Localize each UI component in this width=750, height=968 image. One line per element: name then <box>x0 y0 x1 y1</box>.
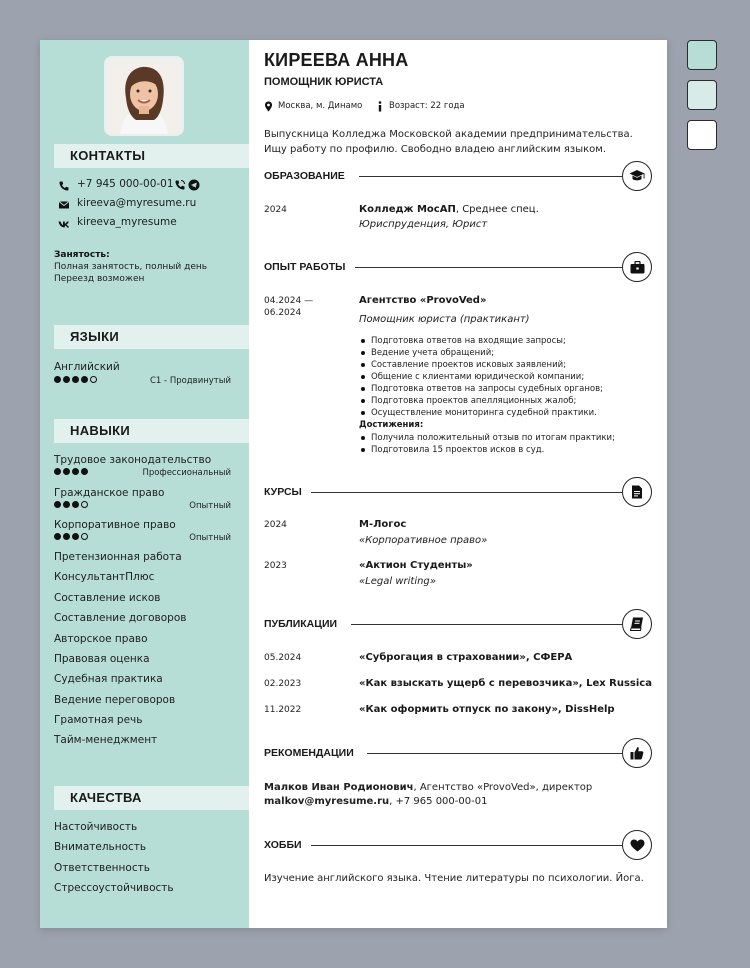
achievement-item: Подготовила 15 проектов исков в суд. <box>359 444 615 456</box>
skill-item: Тайм-менеджмент <box>54 734 158 746</box>
rating-dot-empty <box>90 376 97 383</box>
recommendation-contacts <box>264 796 487 807</box>
skill-item: Ведение переговоров <box>54 694 176 706</box>
experience-date <box>264 295 313 319</box>
course-date: 2024 <box>264 520 287 530</box>
color-swatch-2[interactable] <box>687 80 717 110</box>
rating-dot-filled <box>54 533 61 540</box>
recommendations-header: РЕКОМЕНДАЦИИ <box>264 747 354 759</box>
skill-level: Профессиональный <box>142 468 231 478</box>
language-level-dots <box>54 376 97 383</box>
skill-name: Трудовое законодательство <box>54 454 212 466</box>
divider <box>367 753 622 754</box>
thumbs-up-icon <box>622 738 652 768</box>
skill-item: Грамотная речь <box>54 714 143 726</box>
rating-dot-filled <box>54 468 61 475</box>
education-level: , Среднее спец. <box>455 204 539 215</box>
publications-header: ПУБЛИКАЦИИ <box>264 618 338 630</box>
hobby-text: Изучение английского языка. Чтение литературы по психологии. Йога. <box>264 873 644 884</box>
main-content <box>249 40 667 928</box>
divider <box>311 845 622 846</box>
course-description: «Legal writing» <box>359 576 436 587</box>
skill-name: Корпоративное право <box>54 519 176 531</box>
achievements-list <box>359 432 615 456</box>
rating-dot-filled <box>81 376 88 383</box>
course-description: «Корпоративное право» <box>359 535 488 546</box>
courses-header: КУРСЫ <box>264 486 302 498</box>
rating-dot-filled <box>72 533 79 540</box>
divider <box>359 176 622 177</box>
duty-item: Составление проектов исковых заявлений; <box>359 359 603 371</box>
contact-email[interactable]: kireeva@myresume.ru <box>77 197 197 209</box>
duty-item: Ведение учета обращений; <box>359 347 603 359</box>
experience-header: ОПЫТ РАБОТЫ <box>264 261 346 273</box>
experience-date-to: 06.2024 <box>264 308 302 318</box>
recommender-phone[interactable]: , +7 965 000-00-01 <box>389 796 488 807</box>
experience-date-from: 04.2024 — <box>264 296 314 306</box>
experience-role: Помощник юриста (практикант) <box>359 314 530 325</box>
rating-dot-filled <box>63 533 70 540</box>
quality-item: Настойчивость <box>54 821 138 833</box>
duty-item: Подготовка проектов апелляционных жалоб; <box>359 395 603 407</box>
rating-dot-filled <box>54 376 61 383</box>
qualities-header: КАЧЕСТВА <box>54 786 249 810</box>
duty-item: Общение с клиентами юридической компании; <box>359 371 603 383</box>
heart-icon <box>622 830 652 860</box>
recommender-details: , Агентство «ProvoVed», директор <box>413 782 593 793</box>
briefcase-icon <box>622 252 652 282</box>
skill-level-dots <box>54 501 88 508</box>
skill-item: КонсультантПлюс <box>54 571 155 583</box>
languages-header: ЯЗЫКИ <box>54 325 249 349</box>
skill-item: Составление договоров <box>54 612 187 624</box>
publication-date: 02.2023 <box>264 679 302 689</box>
phone-icon <box>58 180 70 192</box>
quality-item: Ответственность <box>54 862 150 874</box>
viber-icon[interactable] <box>174 179 186 191</box>
education-org <box>359 204 539 215</box>
employment-line-1: Полная занятость, полный день <box>54 262 208 272</box>
recommendation-person <box>264 782 592 793</box>
skill-item: Судебная практика <box>54 673 163 685</box>
skill-level-dots <box>54 533 88 540</box>
publication-title: «Как взыскать ущерб с перевозчика», Lex Russica <box>359 678 652 689</box>
education-header: ОБРАЗОВАНИЕ <box>264 170 345 182</box>
contacts-header: КОНТАКТЫ <box>54 144 249 168</box>
duty-item: Подготовка ответов на входящие запросы; <box>359 335 603 347</box>
intro-line-1: Выпускница Колледжа Московской академии предпринимательства. <box>264 129 633 140</box>
education-date: 2024 <box>264 205 287 215</box>
skill-level: Опытный <box>189 501 231 511</box>
employment-label: Занятость: <box>54 250 110 260</box>
skill-item: Правовая оценка <box>54 653 150 665</box>
candidate-name: КИРЕЕВА АННА <box>264 50 409 70</box>
course-name: «Актион Студенты» <box>359 560 473 571</box>
rating-dot-empty <box>81 501 88 508</box>
language-name: Английский <box>54 361 120 373</box>
document-icon <box>622 477 652 507</box>
course-name: М-Логос <box>359 519 407 530</box>
publication-date: 11.2022 <box>264 705 302 715</box>
publication-title: «Суброгация в страховании», СФЕРА <box>359 652 573 663</box>
intro-line-2: Ищу работу по профилю. Свободно владею английским языком. <box>264 144 607 155</box>
telegram-icon[interactable] <box>188 179 200 191</box>
skill-level-dots <box>54 468 88 475</box>
book-icon <box>622 609 652 639</box>
rating-dot-empty <box>81 533 88 540</box>
rating-dot-filled <box>63 468 70 475</box>
hobby-header: ХОББИ <box>264 839 302 851</box>
recommender-name: Малков Иван Родионович <box>264 782 414 793</box>
rating-dot-filled <box>72 501 79 508</box>
skills-header: НАВЫКИ <box>54 419 249 443</box>
rating-dot-filled <box>72 376 79 383</box>
divider <box>311 492 622 493</box>
skill-name: Гражданское право <box>54 487 165 499</box>
recommender-email[interactable]: malkov@myresume.ru <box>264 796 390 807</box>
resume-page <box>40 40 667 928</box>
location-pin-icon <box>264 101 273 112</box>
achievements-label: Достижения: <box>359 420 424 430</box>
color-swatch-1[interactable] <box>687 40 717 70</box>
publication-date: 05.2024 <box>264 653 302 663</box>
achievement-item: Получила положительный отзыв по итогам практики; <box>359 432 615 444</box>
divider <box>355 267 622 268</box>
duty-item: Подготовка ответов на запросы судебных органов; <box>359 383 603 395</box>
intro-text <box>264 127 659 157</box>
profile-photo <box>104 56 184 136</box>
quality-item: Стрессоустойчивость <box>54 882 174 894</box>
location: Москва, м. Динамо <box>278 101 363 111</box>
rating-dot-filled <box>81 468 88 475</box>
vk-icon <box>58 218 70 230</box>
employment-line-2: Переезд возможен <box>54 274 145 284</box>
duty-item: Осуществление мониторинга судебной практики. <box>359 407 603 419</box>
publication-title: «Как оформить отпуск по закону», DissHelp <box>359 704 615 715</box>
email-icon <box>58 199 70 211</box>
language-level: C1 - Продвинутый <box>150 376 231 386</box>
skill-item: Претензионная работа <box>54 551 182 563</box>
contact-phone[interactable]: +7 945 000-00-01 <box>77 178 174 190</box>
contact-vk[interactable]: kireeva_myresume <box>77 216 177 228</box>
quality-item: Внимательность <box>54 841 147 853</box>
graduation-cap-icon <box>622 161 652 191</box>
info-icon <box>377 101 383 112</box>
sidebar <box>40 40 249 928</box>
skill-item: Авторское право <box>54 633 148 645</box>
color-swatch-3[interactable] <box>687 120 717 150</box>
rating-dot-filled <box>54 501 61 508</box>
skill-item: Составление исков <box>54 592 161 604</box>
course-date: 2023 <box>264 561 287 571</box>
rating-dot-filled <box>63 501 70 508</box>
rating-dot-filled <box>63 376 70 383</box>
education-org-name: Колледж МосАП <box>359 204 456 215</box>
candidate-position: ПОМОЩНИК ЮРИСТА <box>264 76 384 88</box>
experience-company: Агентство «ProvoVed» <box>359 295 487 306</box>
skill-level: Опытный <box>189 533 231 543</box>
experience-duties <box>359 335 603 419</box>
education-specialty: Юриспруденция, Юрист <box>359 219 488 230</box>
divider <box>351 624 622 625</box>
age: Возраст: 22 года <box>389 101 465 111</box>
rating-dot-filled <box>72 468 79 475</box>
